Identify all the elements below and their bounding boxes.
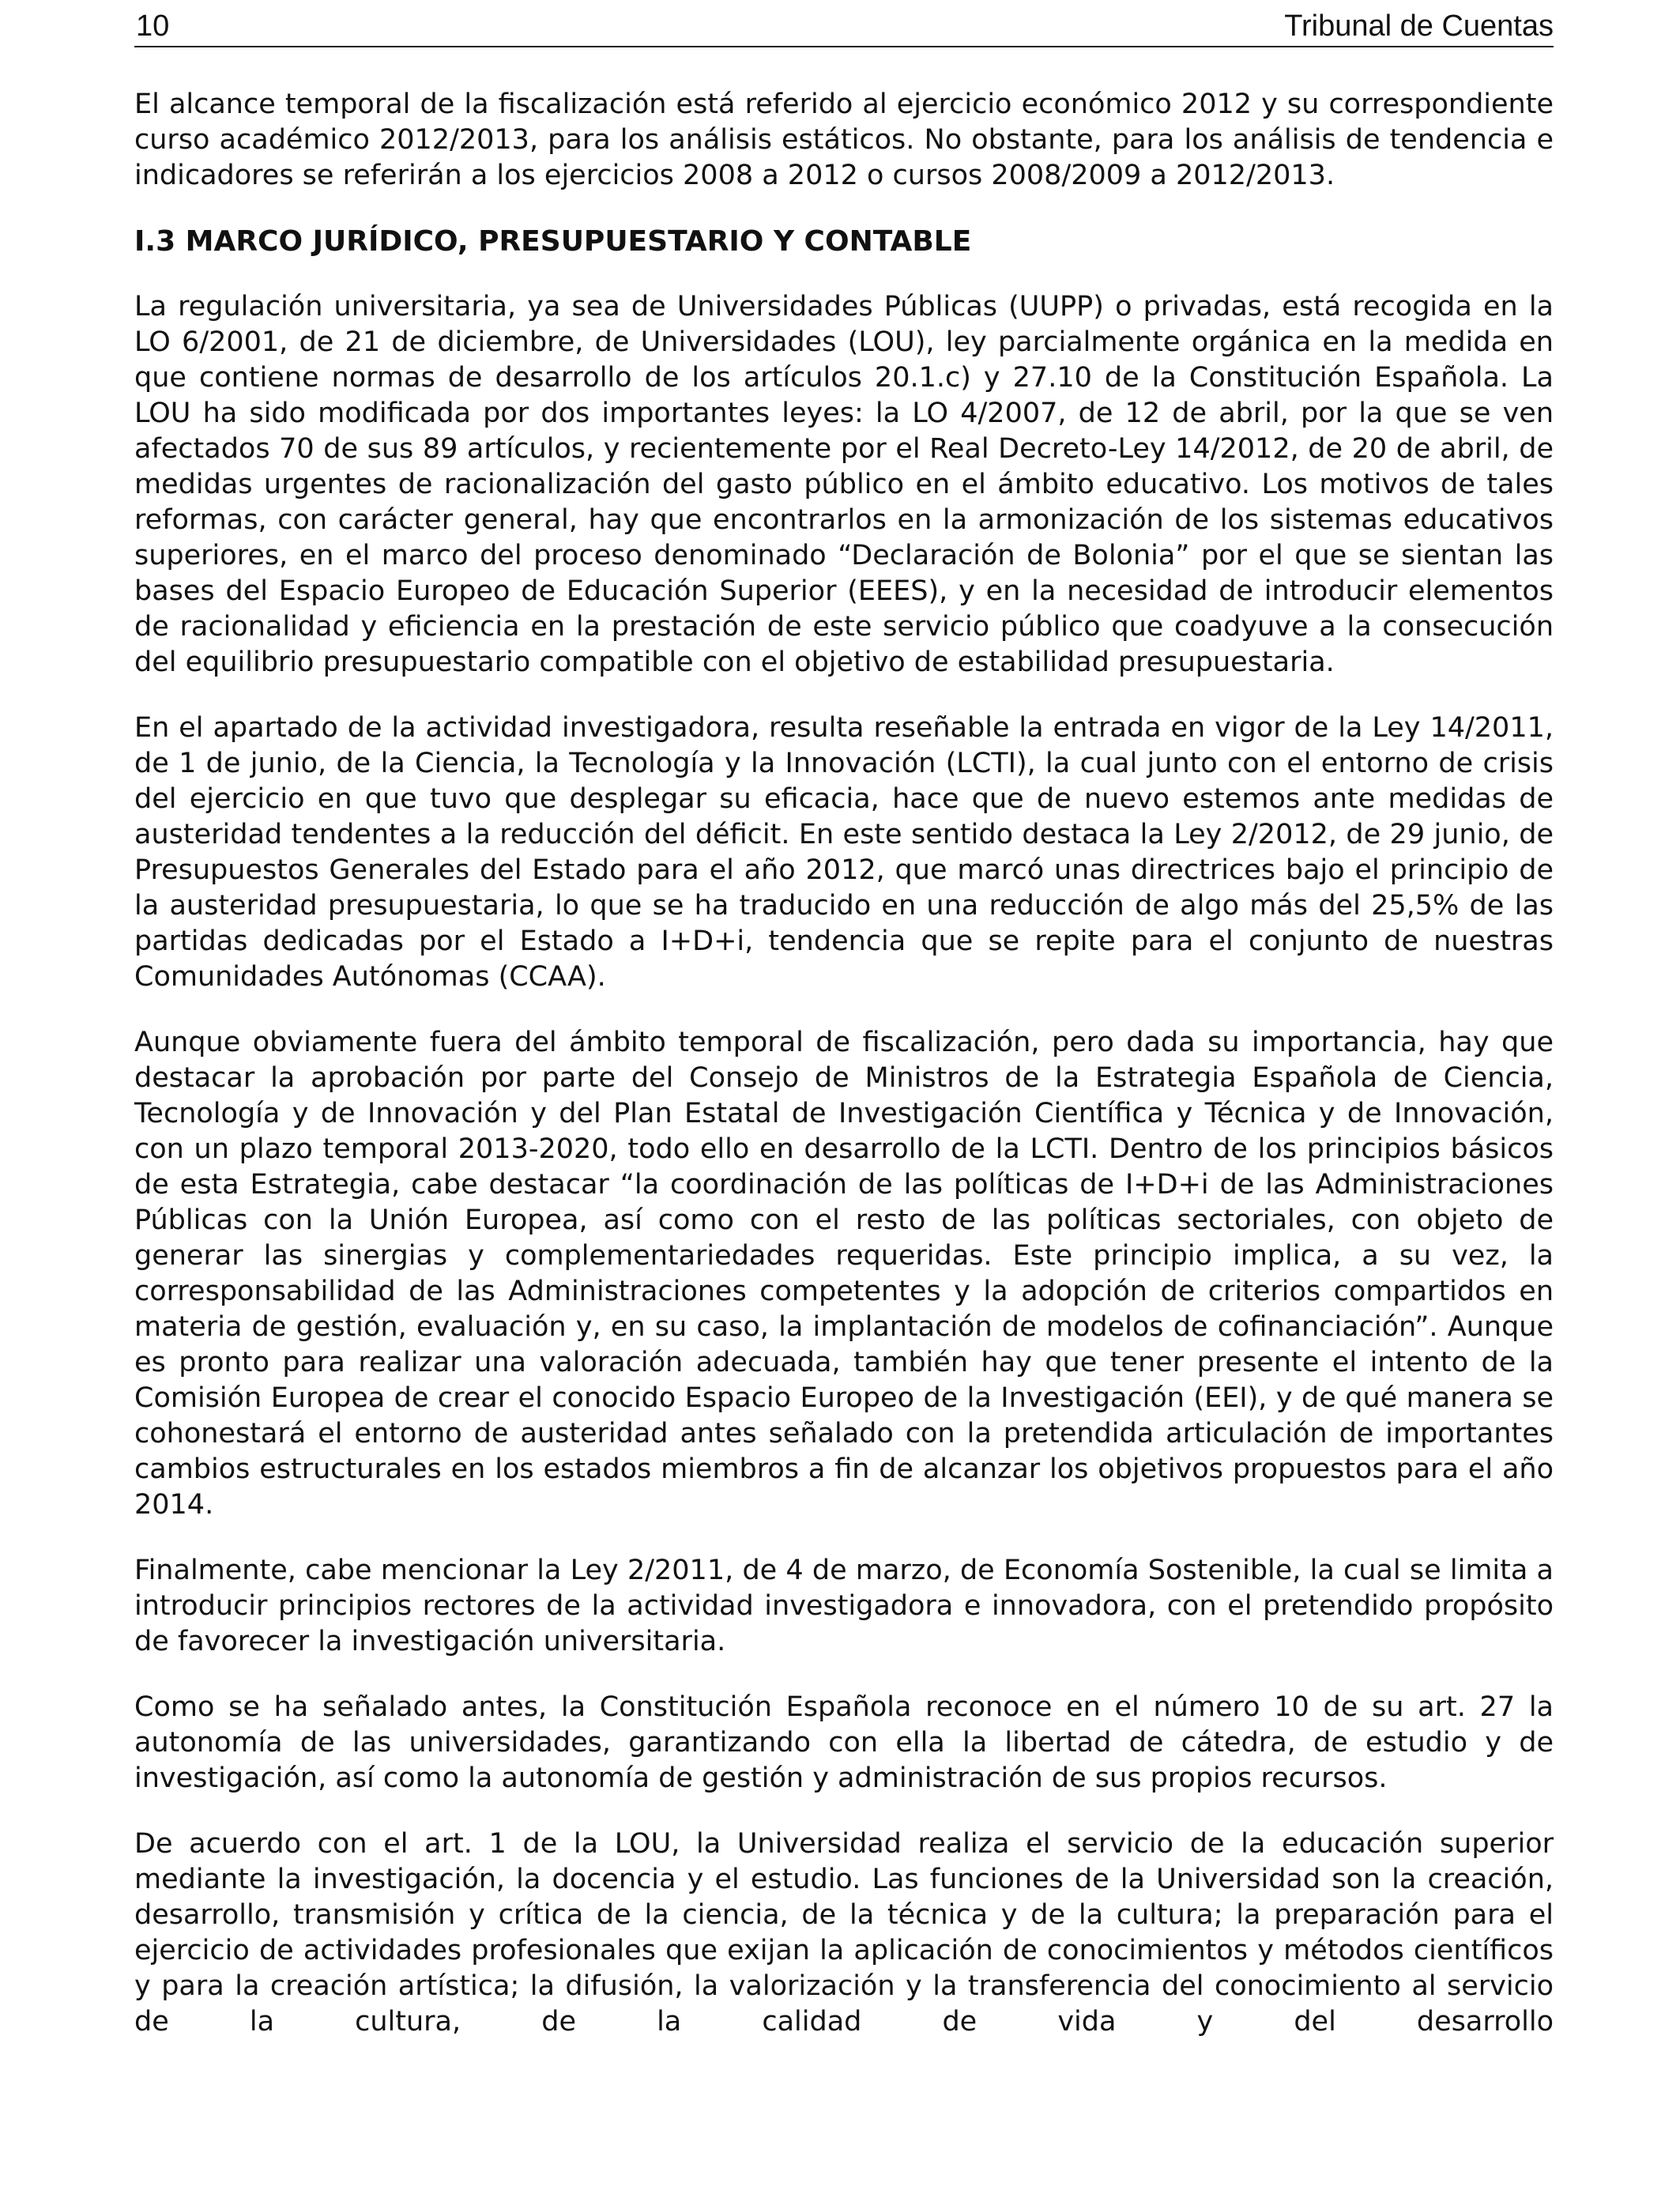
body-paragraph: Finalmente, cabe mencionar la Ley 2/2011, de 4 de marzo, de Economía Sostenible, la cual se limita a introducir principios rectores de la actividad investigadora e innovadora, con el pretendido propósito de favorecer la investigación universitaria. <box>134 1555 1554 1657</box>
page-header <box>134 5 1554 47</box>
body-paragraph: La regulación universitaria, ya sea de Universidades Públicas (UUPP) o privadas, está recogida en la LO 6/2001, de 21 de diciembre, de Universidades (LOU), ley parcialmente orgánica en la medida en que contiene normas de desarrollo de los artículos 20.1.c) y 27.10 de la Constitución Española. La LOU ha sido modificada por dos importantes leyes: la LO 4/2007, de 12 de abril, por la que se ven afectados 70 de sus 89 artículos, y recientemente por el Real Decreto-Ley 14/2012, de 20 de abril, de medidas urgentes de racionalización del gasto público en el ámbito educativo. Los motivos de tales reformas, con carácter general, hay que encontrarlos en la armonización de los sistemas educativos superiores, en el marco del proceso denominado “Declaración de Bolonia” por el que se sientan las bases del Espacio Europeo de Educación Superior (EEES), y en la necesidad de introducir elementos de racionalidad y eficiencia en la prestación de este servicio público que coadyuve a la consecución del equilibrio presupuestario compatible con el objetivo de estabilidad presupuestaria. <box>134 291 1554 678</box>
header-organization: Tribunal de Cuentas <box>1284 9 1554 43</box>
body-paragraph: En el apartado de la actividad investigadora, resulta reseñable la entrada en vigor de la Ley 14/2011, de 1 de junio, de la Ciencia, la Tecnología y la Innovación (LCTI), la cual junto con el entorno de crisis del ejercicio en que tuvo que desplegar su eficacia, hace que de nuevo estemos ante medidas de austeridad tendentes a la reducción del déficit. En este sentido destaca la Ley 2/2012, de 29 junio, de Presupuestos Generales del Estado para el año 2012, que marcó unas directrices bajo el principio de la austeridad presupuestaria, lo que se ha traducido en una reducción de algo más del 25,5% de las partidas dedicadas por el Estado a I+D+i, tendencia que se repite para el conjunto de nuestras Comunidades Autónomas (CCAA). <box>134 712 1554 993</box>
intro-paragraph: El alcance temporal de la fiscalización está referido al ejercicio económico 2012 y su correspondiente curso académico 2012/2013, para los análisis estáticos. No obstante, para los análisis de tendencia e indicadores se referirán a los ejercicios 2008 a 2012 o cursos 2008/2009 a 2012/2013. <box>134 89 1554 191</box>
section-heading: I.3 MARCO JURÍDICO, PRESUPUESTARIO Y CONTABLE <box>134 225 972 258</box>
page-number: 10 <box>136 9 170 43</box>
body-paragraph: De acuerdo con el art. 1 de la LOU, la Universidad realiza el servicio de la educación superior mediante la investigación, la docencia y el estudio. Las funciones de la Universidad son la creación, desarrollo, transmisión y crítica de la ciencia, de la técnica y de la cultura; la preparación para el ejercicio de actividades profesionales que exijan la aplicación de conocimientos y métodos científicos y para la creación artística; la difusión, la valorización y la transferencia del conocimiento al servicio de la cultura, de la calidad de vida y del desarrollo <box>134 1828 1554 2038</box>
body-paragraph: Aunque obviamente fuera del ámbito temporal de fiscalización, pero dada su importancia, hay que destacar la aprobación por parte del Consejo de Ministros de la Estrategia Española de Ciencia, Tecnología y de Innovación y del Plan Estatal de Investigación Científica y Técnica y de Innovación, con un plazo temporal 2013-2020, todo ello en desarrollo de la LCTI. Dentro de los principios básicos de esta Estrategia, cabe destacar “la coordinación de las políticas de I+D+i de las Administraciones Públicas con la Unión Europea, así como con el resto de las políticas sectoriales, con objeto de generar las sinergias y complementariedades requeridas. Este principio implica, a su vez, la corresponsabilidad de las Administraciones competentes y la adopción de criterios compartidos en materia de gestión, evaluación y, en su caso, la implantación de modelos de cofinanciación”. Aunque es pronto para realizar una valoración adecuada, también hay que tener presente el intento de la Comisión Europea de crear el conocido Espacio Europeo de la Investigación (EEI), y de qué manera se cohonestará el entorno de austeridad antes señalado con la pretendida articulación de importantes cambios estructurales en los estados miembros a fin de alcanzar los objetivos propuestos para el año 2014. <box>134 1027 1554 1521</box>
document-body <box>134 87 1554 2040</box>
body-paragraph: Como se ha señalado antes, la Constitución Española reconoce en el número 10 de su art. 27 la autonomía de las universidades, garantizando con ella la libertad de cátedra, de estudio y de investigación, así como la autonomía de gestión y administración de sus propios recursos. <box>134 1691 1554 1794</box>
